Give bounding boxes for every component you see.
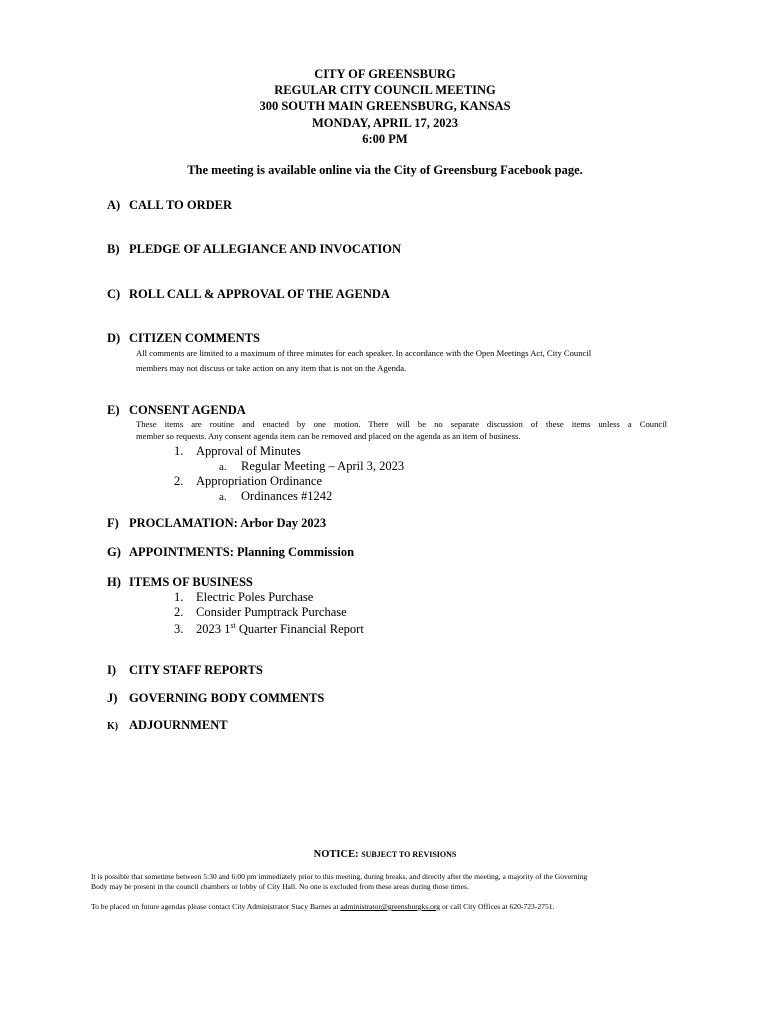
email-link[interactable]: administrator@greensburgks.org bbox=[340, 902, 441, 911]
item-label: Ordinances #1242 bbox=[241, 488, 333, 503]
section-title: GOVERNING BODY COMMENTS bbox=[129, 691, 325, 705]
item-label: Appropriation Ordinance bbox=[196, 474, 323, 488]
meeting-address: 300 SOUTH MAIN GREENSBURG, KANSAS bbox=[259, 99, 511, 114]
meeting-type: REGULAR CITY COUNCIL MEETING bbox=[274, 83, 496, 98]
notice-title bbox=[0, 849, 770, 860]
section-title: CONSENT AGENDA bbox=[129, 403, 246, 417]
business-items-list bbox=[107, 590, 667, 637]
consent-items-list bbox=[107, 444, 667, 504]
contact-text-end: or call City Offices at 620-723-2751. bbox=[440, 902, 555, 911]
description-line: All comments are limited to a maximum of three minutes for each speaker. In accordance with the Open Meetings Act, City Council bbox=[136, 348, 592, 358]
city-name: CITY OF GREENSBURG bbox=[314, 67, 456, 81]
meeting-header bbox=[0, 66, 770, 147]
item-number: 1. bbox=[174, 444, 184, 458]
section-consent-agenda bbox=[107, 403, 667, 504]
section-proclamation bbox=[107, 516, 667, 531]
section-letter: I) bbox=[107, 663, 117, 677]
section-letter: C) bbox=[107, 287, 121, 301]
contact-text: To be placed on future agendas please contact City Administrator Stacy Barnes at bbox=[91, 902, 341, 911]
item-label-suffix: Quarter Financial Report bbox=[235, 622, 364, 637]
section-letter: D) bbox=[107, 331, 121, 345]
item-letter: a. bbox=[219, 490, 227, 503]
section-title: ADJOURNMENT bbox=[129, 718, 228, 732]
meeting-time: 6:00 PM bbox=[362, 131, 408, 146]
notice-subtitle: SUBJECT TO REVISIONS bbox=[361, 850, 457, 859]
quorum-notice bbox=[91, 872, 671, 892]
section-governing-body bbox=[107, 691, 667, 706]
section-letter: K) bbox=[107, 721, 119, 732]
section-call-to-order bbox=[107, 198, 667, 213]
section-adjournment bbox=[107, 718, 667, 733]
section-description bbox=[136, 346, 667, 375]
list-item bbox=[107, 605, 667, 620]
meeting-date: MONDAY, APRIL 17, 2023 bbox=[312, 115, 458, 130]
section-letter: E) bbox=[107, 403, 120, 417]
notice-line: Body may be present in the council chambers or lobby of City Hall. No one is excluded from these areas during those times. bbox=[91, 882, 469, 891]
list-subitem bbox=[107, 489, 667, 505]
section-letter: F) bbox=[107, 516, 119, 530]
section-letter: J) bbox=[107, 691, 118, 705]
list-subitem bbox=[107, 459, 667, 475]
section-staff-reports bbox=[107, 663, 667, 678]
section-title: ROLL CALL & APPROVAL OF THE AGENDA bbox=[129, 287, 390, 301]
contact-notice bbox=[91, 902, 671, 912]
item-number: 2. bbox=[174, 604, 184, 619]
description-line: members may not discuss or take action on any item that is not on the Agenda. bbox=[136, 362, 407, 373]
item-label: Approval of Minutes bbox=[196, 444, 301, 458]
section-letter: G) bbox=[107, 545, 121, 559]
item-number: 2. bbox=[174, 474, 184, 488]
section-citizen-comments bbox=[107, 331, 667, 375]
section-roll-call bbox=[107, 287, 667, 302]
section-title: CALL TO ORDER bbox=[129, 198, 233, 212]
section-title: CITIZEN COMMENTS bbox=[129, 331, 260, 345]
section-description bbox=[136, 418, 667, 442]
section-letter: B) bbox=[107, 242, 120, 256]
section-letter: A) bbox=[107, 198, 121, 212]
ordinal-suffix: st bbox=[230, 621, 236, 630]
section-letter: H) bbox=[107, 575, 121, 589]
section-title: PLEDGE OF ALLEGIANCE AND INVOCATION bbox=[129, 242, 402, 256]
list-item bbox=[107, 444, 667, 459]
item-number: 3. bbox=[174, 622, 184, 637]
item-label-prefix: 2023 1 bbox=[196, 622, 231, 637]
item-number: 1. bbox=[174, 590, 184, 604]
item-label: Consider Pumptrack Purchase bbox=[196, 604, 347, 619]
list-item bbox=[107, 619, 667, 637]
item-label: Electric Poles Purchase bbox=[196, 590, 314, 604]
notice-line: It is possible that sometime between 5:30 and 6:00 pm immediately prior to this meeting, during breaks, and directly after the meeting, a majority of the Governing bbox=[91, 872, 588, 881]
item-letter: a. bbox=[219, 460, 227, 473]
notice-label: NOTICE: bbox=[313, 849, 362, 860]
description-line: member so requests. Any consent agenda item can be removed and placed on the agenda as an item of business. bbox=[136, 431, 521, 441]
section-title: PROCLAMATION: Arbor Day 2023 bbox=[129, 516, 327, 530]
list-item bbox=[107, 474, 667, 489]
section-pledge bbox=[107, 242, 667, 257]
online-notice: The meeting is available online via the City of Greensburg Facebook page. bbox=[187, 163, 583, 177]
section-title: APPOINTMENTS: Planning Commission bbox=[129, 545, 355, 559]
section-items-of-business bbox=[107, 575, 667, 637]
section-title: CITY STAFF REPORTS bbox=[129, 663, 263, 677]
section-title: ITEMS OF BUSINESS bbox=[129, 575, 253, 589]
section-appointments bbox=[107, 545, 667, 560]
list-item bbox=[107, 590, 667, 605]
item-label: Regular Meeting – April 3, 2023 bbox=[241, 458, 405, 473]
description-line: These items are routine and enacted by one motion. There will be no separate discussion of these items unless a Council bbox=[136, 419, 667, 429]
